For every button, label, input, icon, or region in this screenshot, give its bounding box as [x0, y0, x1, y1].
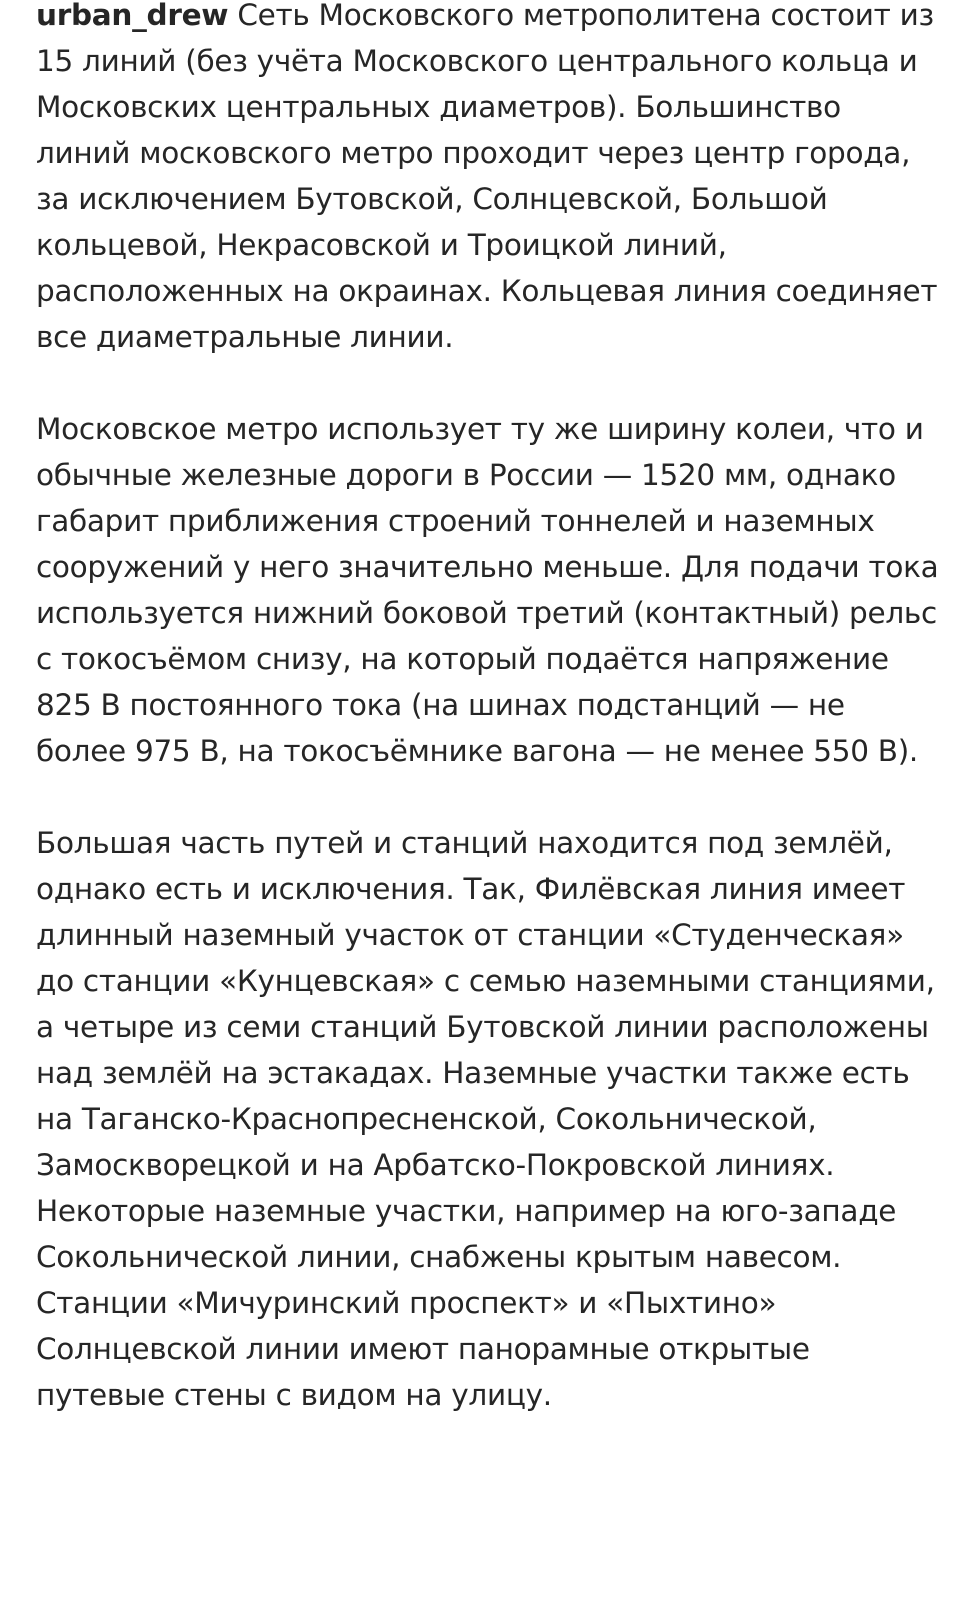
post-caption	[36, 0, 941, 1418]
caption-text-1: Сеть Московского метрополитена состоит из 15 линий (без учёта Московского центрального кольца и Московских центральных диаметров). Большинство линий московского метро проходит через центр города, за исключением Бутовской, Солнцевской, Большой кольцевой, Некрасовской и Троицкой линий, расположенных на окраинах. Кольцевая линия соединяет все диаметральные линии.	[36, 0, 938, 354]
caption-paragraph-3	[36, 820, 941, 1418]
caption-text-3: Большая часть путей и станций находится под землёй, однако есть и исключения. Так, Филёвская линия имеет длинный наземный участок от станции «Студенческая» до станции «Кунцевская» с семью наземными станциями, а четыре из семи станций Бутовской линии расположены над землёй на эстакадах. Наземные участки также есть на Таганско-Краснопресненской, Сокольнической, Замоскворецкой и на Арбатско-Покровской линиях. Некоторые наземные участки, например на юго-западе Сокольнической линии, снабжены крытым навесом. Станции «Мичуринский проспект» и «Пыхтино» Солнцевской линии имеют панорамные открытые путевые стены с видом на улицу.	[36, 826, 935, 1412]
caption-text-2: Московское метро использует ту же ширину колеи, что и обычные железные дороги в России — 1520 мм, однако габарит приближения строений тоннелей и наземных сооружений у него значительно меньше. Для подачи тока используется нижний боковой третий (контактный) рельс с токосъёмом снизу, на который подаётся напряжение 825 В постоянного тока (на шинах подстанций — не более 975 В, на токосъёмнике вагона — не менее 550 В).	[36, 412, 939, 768]
caption-paragraph-1	[36, 0, 941, 360]
caption-paragraph-2	[36, 406, 941, 774]
username-link[interactable]: urban_drew	[36, 0, 229, 32]
